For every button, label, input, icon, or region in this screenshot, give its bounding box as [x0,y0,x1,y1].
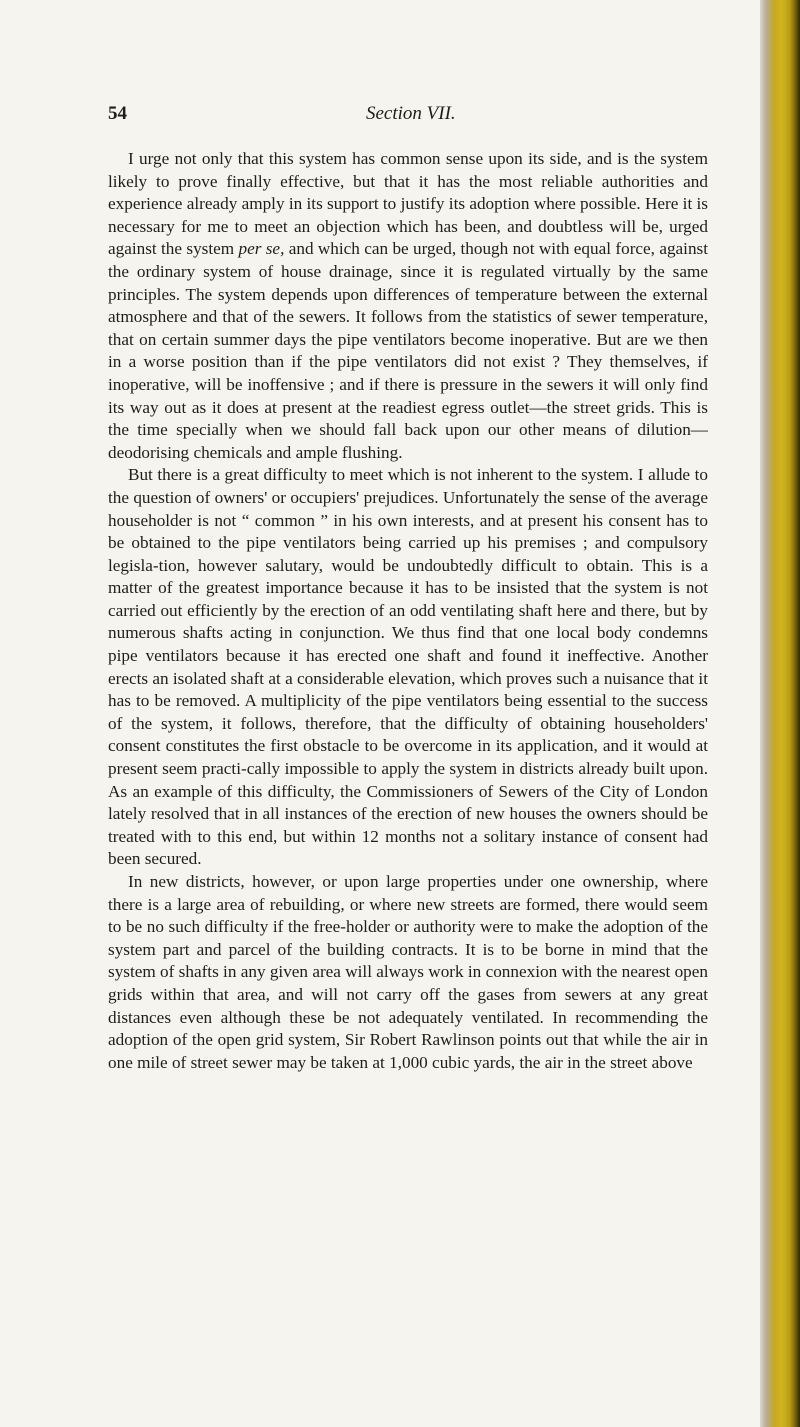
page-header [108,103,708,131]
page-body [108,148,708,1074]
section-title: Section VII. [366,103,456,124]
paragraph-1-italic: per se, [238,239,285,259]
paragraph-1 [108,148,708,464]
page-edge [760,0,800,1427]
paragraph-2: But there is a great difficulty to meet which is not inherent to the system. I allude to the question of owners' or occupiers' prejudices. Unfortunately the sense of the average householder is not “ common ” in his own interests, and at present his consent has to be obtained to the pipe ventilators being carried up his premises ; and compulsory legisla-tion, however salutary, would be undoubtedly difficult to obtain. This is a matter of the greatest importance because it has to be insisted that the system is not carried out efficiently by the erection of an odd ventilating shaft here and there, but by numerous shafts acting in conjunction. We thus find that one local body condemns pipe ventilators because it has erected one shaft and found it ineffective. Another erects an isolated shaft at a considerable elevation, which proves such a nuisance that it has to be removed. A multiplicity of the pipe ventilators being essential to the success of the system, it follows, therefore, that the difficulty of obtaining householders' consent constitutes the first obstacle to be overcome in its application, and it would at present seem practi-cally impossible to apply the system in districts already built upon. As an example of this difficulty, the Commissioners of Sewers of the City of London lately resolved that in all instances of the erection of new houses the owners should be treated with to this end, but within 12 months not a solitary instance of consent had been secured. [108,465,708,869]
paragraph-3: In new districts, however, or upon large properties under one ownership, where there is a large area of rebuilding, or where new streets are formed, there would seem to be no such difficulty if the free-holder or authority were to make the adoption of the system part and parcel of the building contracts. It is to be borne in mind that the system of shafts in any given area will always work in connexion with the nearest open grids within that area, and will not carry off the gases from sewers at any great distances even although these be not adequately ventilated. In recommending the adoption of the open grid system, Sir Robert Rawlinson points out that while the air in one mile of street sewer may be taken at 1,000 cubic yards, the air in the street above [108,872,708,1072]
page-number: 54 [108,103,127,124]
paragraph-1-end: and which can be urged, though not with equal force, against the ordinary system of house drainage, since it is regulated virtually by the same principles. The system depends upon differences of temperature between the external atmosphere and that of the sewers. It follows from the statistics of sewer temperature, that on certain summer days the pipe ventilators become inoperative. But are we then in a worse position than if the pipe ventilators did not exist ? They themselves, if inoperative, will be inoffensive ; and if there is pressure in the sewers it will only find its way out as it does at present at the readiest egress outlet—the street grids. This is the time specially when we should fall back upon our other means of dilution—deodorising chemicals and ample flushing. [108,239,708,462]
paragraph-1-start: I urge not only that this system has common sense upon its side, and is the system likely to prove finally effective, but that it has the most reliable authorities and experience already amply in its support to justify its adoption where possible. Here it is necessary for me to meet an objection which has been, and doubtless will be, urged against the system [108,149,708,259]
